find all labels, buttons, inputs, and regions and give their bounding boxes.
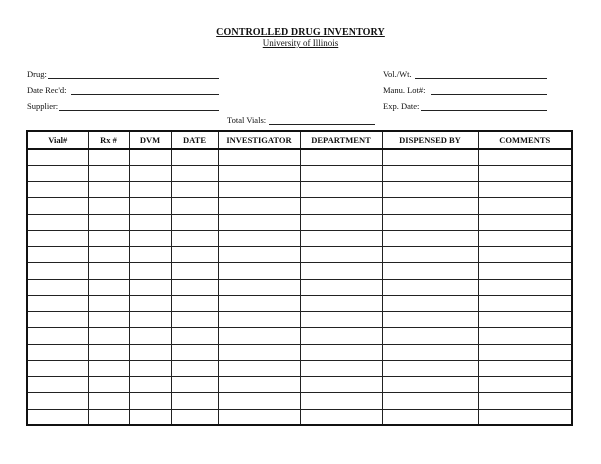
table-cell[interactable] (27, 149, 88, 165)
table-cell[interactable] (478, 198, 572, 214)
table-cell[interactable] (129, 312, 171, 328)
table-cell[interactable] (129, 263, 171, 279)
table-cell[interactable] (27, 182, 88, 198)
table-cell[interactable] (382, 328, 478, 344)
vol-wt-label: Vol./Wt. (383, 69, 412, 79)
table-cell[interactable] (218, 295, 300, 311)
table-cell[interactable] (478, 344, 572, 360)
table-cell[interactable] (88, 279, 129, 295)
col-header-department: DEPARTMENT (300, 131, 382, 149)
table-cell[interactable] (129, 214, 171, 230)
table-cell[interactable] (382, 279, 478, 295)
table-cell[interactable] (27, 165, 88, 181)
exp-date-field[interactable] (383, 101, 547, 112)
table-cell[interactable] (171, 279, 218, 295)
table-cell[interactable] (171, 360, 218, 376)
table-row (27, 214, 572, 230)
table-cell[interactable] (27, 247, 88, 263)
table-cell[interactable] (129, 328, 171, 344)
table-cell[interactable] (478, 263, 572, 279)
table-cell[interactable] (478, 230, 572, 246)
table-cell[interactable] (218, 165, 300, 181)
col-header-dispensed-by: DISPENSED BY (382, 131, 478, 149)
exp-date-blank-line[interactable] (421, 110, 547, 111)
table-cell[interactable] (218, 230, 300, 246)
table-cell[interactable] (171, 214, 218, 230)
supplier-label: Supplier: (27, 101, 59, 111)
manu-lot-blank-line[interactable] (431, 94, 547, 95)
table-cell[interactable] (218, 344, 300, 360)
table-row (27, 198, 572, 214)
table-row (27, 279, 572, 295)
col-header-vial: Vial# (27, 131, 88, 149)
table-cell[interactable] (27, 263, 88, 279)
table-cell[interactable] (300, 279, 382, 295)
table-cell[interactable] (478, 409, 572, 425)
form-subtitle: University of Illinois (262, 38, 339, 48)
table-cell[interactable] (218, 328, 300, 344)
table-cell[interactable] (171, 295, 218, 311)
drug-field[interactable] (27, 69, 219, 80)
table-cell[interactable] (382, 312, 478, 328)
col-header-comments: COMMENTS (478, 131, 572, 149)
table-cell[interactable] (300, 312, 382, 328)
table-cell[interactable] (218, 149, 300, 165)
table-cell[interactable] (171, 263, 218, 279)
table-row (27, 263, 572, 279)
table-cell[interactable] (218, 263, 300, 279)
manu-lot-field[interactable] (383, 85, 547, 96)
inventory-table-body (27, 149, 572, 425)
table-cell[interactable] (171, 182, 218, 198)
table-cell[interactable] (382, 198, 478, 214)
table-cell[interactable] (129, 182, 171, 198)
table-cell[interactable] (300, 230, 382, 246)
col-header-investigator: INVESTIGATOR (218, 131, 300, 149)
form-title: CONTROLLED DRUG INVENTORY (216, 27, 385, 38)
table-cell[interactable] (171, 328, 218, 344)
table-cell[interactable] (129, 377, 171, 393)
table-cell[interactable] (27, 409, 88, 425)
table-cell[interactable] (171, 165, 218, 181)
table-cell[interactable] (300, 198, 382, 214)
table-cell[interactable] (27, 360, 88, 376)
table-cell[interactable] (218, 247, 300, 263)
table-cell[interactable] (88, 165, 129, 181)
table-cell[interactable] (300, 182, 382, 198)
table-cell[interactable] (27, 295, 88, 311)
table-cell[interactable] (27, 198, 88, 214)
table-cell[interactable] (129, 230, 171, 246)
table-row (27, 295, 572, 311)
table-cell[interactable] (171, 247, 218, 263)
table-row (27, 182, 572, 198)
table-cell[interactable] (382, 393, 478, 409)
table-cell[interactable] (478, 377, 572, 393)
col-header-rx: Rx # (88, 131, 129, 149)
table-cell[interactable] (300, 214, 382, 230)
table-cell[interactable] (129, 247, 171, 263)
table-row (27, 360, 572, 376)
table-cell[interactable] (171, 344, 218, 360)
table-cell[interactable] (382, 263, 478, 279)
table-cell[interactable] (478, 182, 572, 198)
table-cell[interactable] (27, 377, 88, 393)
table-row (27, 409, 572, 425)
table-cell[interactable] (88, 377, 129, 393)
table-cell[interactable] (88, 149, 129, 165)
table-cell[interactable] (129, 393, 171, 409)
table-cell[interactable] (478, 312, 572, 328)
manu-lot-label: Manu. Lot#: (383, 85, 426, 95)
table-cell[interactable] (300, 328, 382, 344)
table-cell[interactable] (171, 149, 218, 165)
table-cell[interactable] (27, 312, 88, 328)
table-cell[interactable] (478, 149, 572, 165)
table-cell[interactable] (382, 247, 478, 263)
table-cell[interactable] (218, 198, 300, 214)
table-cell[interactable] (129, 409, 171, 425)
table-cell[interactable] (129, 295, 171, 311)
table-cell[interactable] (300, 360, 382, 376)
vol-wt-field[interactable] (383, 69, 547, 80)
table-cell[interactable] (88, 328, 129, 344)
table-cell[interactable] (382, 149, 478, 165)
table-cell[interactable] (88, 393, 129, 409)
table-cell[interactable] (218, 360, 300, 376)
table-cell[interactable] (171, 377, 218, 393)
table-cell[interactable] (218, 393, 300, 409)
total-vials-label: Total Vials: (227, 115, 267, 125)
supplier-blank-line[interactable] (59, 110, 219, 111)
table-cell[interactable] (300, 263, 382, 279)
table-row (27, 328, 572, 344)
table-cell[interactable] (129, 344, 171, 360)
table-cell[interactable] (88, 409, 129, 425)
date-received-field[interactable] (27, 85, 219, 96)
table-cell[interactable] (88, 295, 129, 311)
table-cell[interactable] (382, 182, 478, 198)
table-row (27, 377, 572, 393)
table-row (27, 312, 572, 328)
table-cell[interactable] (382, 214, 478, 230)
table-cell[interactable] (382, 295, 478, 311)
exp-date-label: Exp. Date: (383, 101, 420, 111)
table-cell[interactable] (27, 230, 88, 246)
drug-label: Drug: (27, 69, 47, 79)
table-cell[interactable] (218, 214, 300, 230)
vol-wt-blank-line[interactable] (415, 78, 547, 79)
table-cell[interactable] (300, 393, 382, 409)
table-cell[interactable] (300, 344, 382, 360)
table-cell[interactable] (171, 198, 218, 214)
table-cell[interactable] (300, 165, 382, 181)
table-cell[interactable] (171, 312, 218, 328)
table-cell[interactable] (300, 295, 382, 311)
table-cell[interactable] (88, 312, 129, 328)
table-cell[interactable] (171, 393, 218, 409)
table-cell[interactable] (382, 344, 478, 360)
table-cell[interactable] (478, 165, 572, 181)
table-cell[interactable] (382, 230, 478, 246)
table-cell[interactable] (88, 230, 129, 246)
table-cell[interactable] (382, 409, 478, 425)
table-cell[interactable] (171, 409, 218, 425)
inventory-table (26, 130, 573, 426)
supplier-field[interactable] (27, 101, 219, 112)
date-received-blank-line[interactable] (71, 94, 219, 95)
table-cell[interactable] (478, 328, 572, 344)
table-row (27, 344, 572, 360)
table-cell[interactable] (218, 377, 300, 393)
table-cell[interactable] (300, 377, 382, 393)
table-cell[interactable] (382, 360, 478, 376)
table-cell[interactable] (27, 344, 88, 360)
table-cell[interactable] (88, 247, 129, 263)
table-cell[interactable] (300, 247, 382, 263)
table-row (27, 165, 572, 181)
table-cell[interactable] (27, 328, 88, 344)
table-cell[interactable] (382, 377, 478, 393)
table-cell[interactable] (300, 409, 382, 425)
table-cell[interactable] (27, 214, 88, 230)
table-cell[interactable] (129, 198, 171, 214)
table-cell[interactable] (382, 165, 478, 181)
table-cell[interactable] (88, 263, 129, 279)
total-vials-blank-line[interactable] (269, 124, 375, 125)
date-received-label: Date Rec'd: (27, 85, 67, 95)
table-cell[interactable] (27, 279, 88, 295)
table-cell[interactable] (478, 295, 572, 311)
table-cell[interactable] (88, 360, 129, 376)
table-cell[interactable] (478, 279, 572, 295)
col-header-dvm: DVM (129, 131, 171, 149)
table-cell[interactable] (27, 393, 88, 409)
table-cell[interactable] (218, 182, 300, 198)
table-header-row (27, 131, 572, 149)
table-row (27, 149, 572, 165)
table-cell[interactable] (129, 360, 171, 376)
table-cell[interactable] (478, 214, 572, 230)
table-cell[interactable] (478, 247, 572, 263)
col-header-date: DATE (171, 131, 218, 149)
table-row (27, 393, 572, 409)
table-cell[interactable] (218, 279, 300, 295)
table-cell[interactable] (478, 360, 572, 376)
table-cell[interactable] (218, 312, 300, 328)
table-cell[interactable] (129, 165, 171, 181)
table-cell[interactable] (478, 393, 572, 409)
table-cell[interactable] (88, 344, 129, 360)
table-cell[interactable] (218, 409, 300, 425)
table-cell[interactable] (129, 149, 171, 165)
table-cell[interactable] (88, 182, 129, 198)
table-cell[interactable] (88, 214, 129, 230)
table-cell[interactable] (88, 198, 129, 214)
table-row (27, 247, 572, 263)
table-cell[interactable] (300, 149, 382, 165)
table-cell[interactable] (171, 230, 218, 246)
total-vials-field[interactable] (227, 115, 375, 126)
table-cell[interactable] (129, 279, 171, 295)
table-row (27, 230, 572, 246)
drug-blank-line[interactable] (48, 78, 219, 79)
